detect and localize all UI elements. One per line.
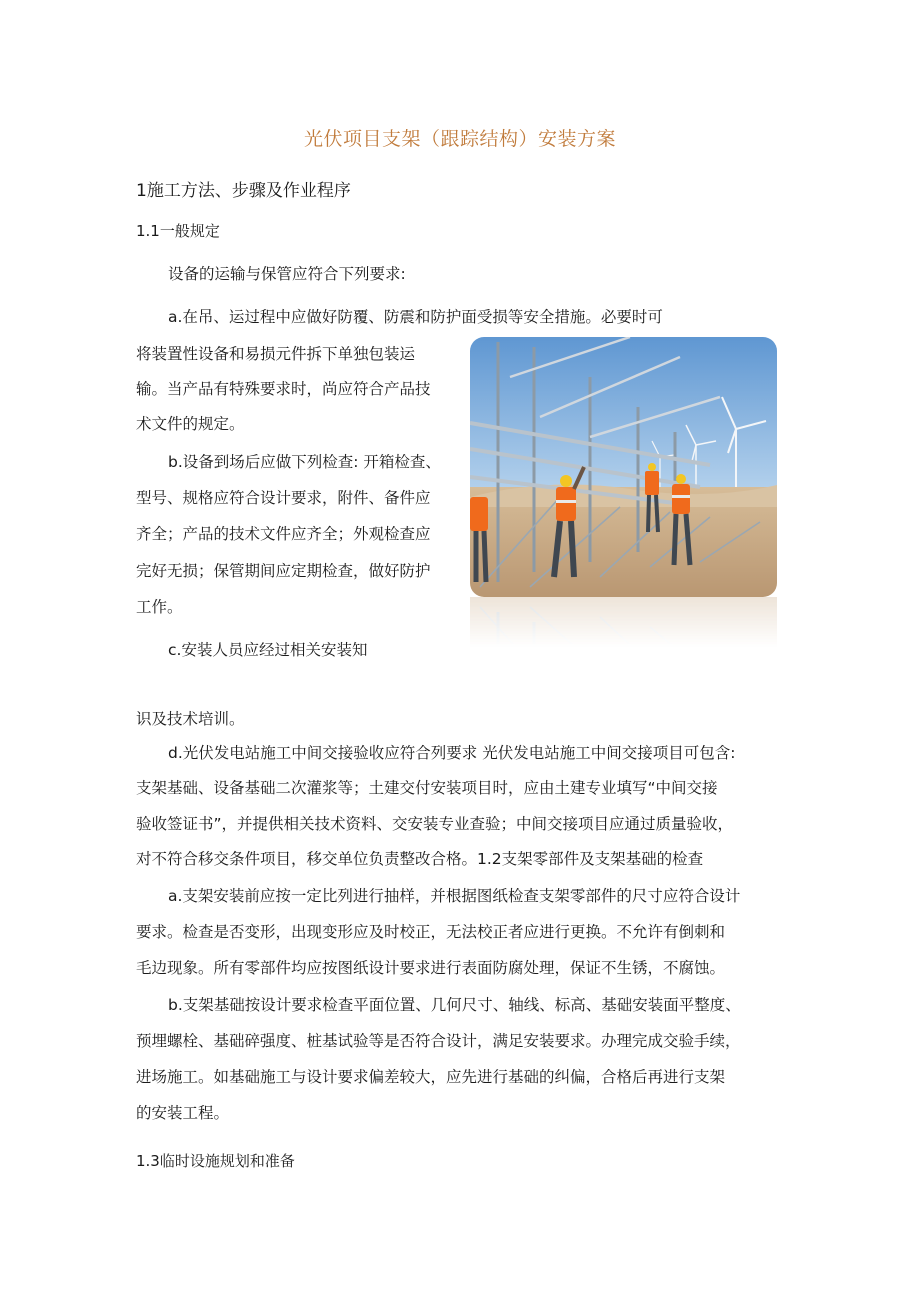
para-a-line-4: 术文件的规定。 [136, 415, 245, 433]
para-a-line-3: 输。当产品有特殊要求时，尚应符合产品技 [136, 380, 431, 398]
para-d-line-4: 对不符合移交条件项目，移交单位负责整改合格。1.2支架零部件及支架基础的检查 [136, 850, 704, 868]
para-d-line-3: 验收签证书”，并提供相关技术资料、交安装专业查验；中间交接项目应通过质量验收， [136, 815, 734, 833]
photo-reflection [470, 597, 777, 647]
para-c-line-1: c.安装人员应经过相关安装知 [168, 641, 368, 659]
para-a-line-2: 将装置性设备和易损元件拆下单独包装运 [136, 345, 416, 363]
para-d-line-2: 支架基础、设备基础二次灌浆等；土建交付安装项目时，应由土建专业填写“中间交接 [136, 779, 718, 797]
para-b-line-3: 齐全；产品的技术文件应齐全；外观检查应 [136, 525, 431, 543]
section-heading-1-1: 1.1一般规定 [136, 222, 220, 240]
para-d-line-1: d.光伏发电站施工中间交接验收应符合列要求 光伏发电站施工中间交接项目可包含: [168, 744, 736, 762]
para-2a-line-3: 毛边现象。所有零部件均应按图纸设计要求进行表面防腐处理，保证不生锈，不腐蚀。 [136, 959, 726, 977]
para-2b-line-2: 预埋螺栓、基础碎强度、桩基试验等是否符合设计，满足安装要求。办理完成交验手续， [136, 1032, 741, 1050]
section-heading-1-3: 1.3临时设施规划和准备 [136, 1152, 295, 1170]
para-b-line-2: 型号、规格应符合设计要求，附件、备件应 [136, 489, 431, 507]
intro-paragraph: 设备的运输与保管应符合下列要求: [168, 265, 406, 283]
para-b-line-5: 工作。 [136, 598, 183, 616]
para-b-line-1: b.设备到场后应做下列检查: 开箱检查、 [168, 453, 441, 471]
document-title: 光伏项目支架（跟踪结构）安装方案 [303, 128, 616, 150]
para-b-line-4: 完好无损；保管期间应定期检查，做好防护 [136, 562, 431, 580]
para-2b-line-3: 进场施工。如基础施工与设计要求偏差较大，应先进行基础的纠偏，合格后再进行支架 [136, 1068, 726, 1086]
para-c-line-2: 识及技术培训。 [136, 710, 245, 728]
installation-photo [470, 337, 777, 597]
para-2b-line-4: 的安装工程。 [136, 1104, 230, 1122]
para-2a-line-2: 要求。检查是否变形，出现变形应及时校正，无法校正者应进行更换。不允许有倒刺和 [136, 923, 726, 941]
section-heading-1: 1施工方法、步骤及作业程序 [136, 181, 351, 201]
para-2b-line-1: b.支架基础按设计要求检查平面位置、几何尺寸、轴线、标高、基础安装面平整度、 [168, 996, 741, 1014]
para-2a-line-1: a.支架安装前应按一定比列进行抽样，并根据图纸检查支架零部件的尺寸应符合设计 [168, 887, 741, 905]
para-a-line-1: a.在吊、运过程中应做好防覆、防震和防护面受损等安全措施。必要时可 [168, 308, 663, 326]
